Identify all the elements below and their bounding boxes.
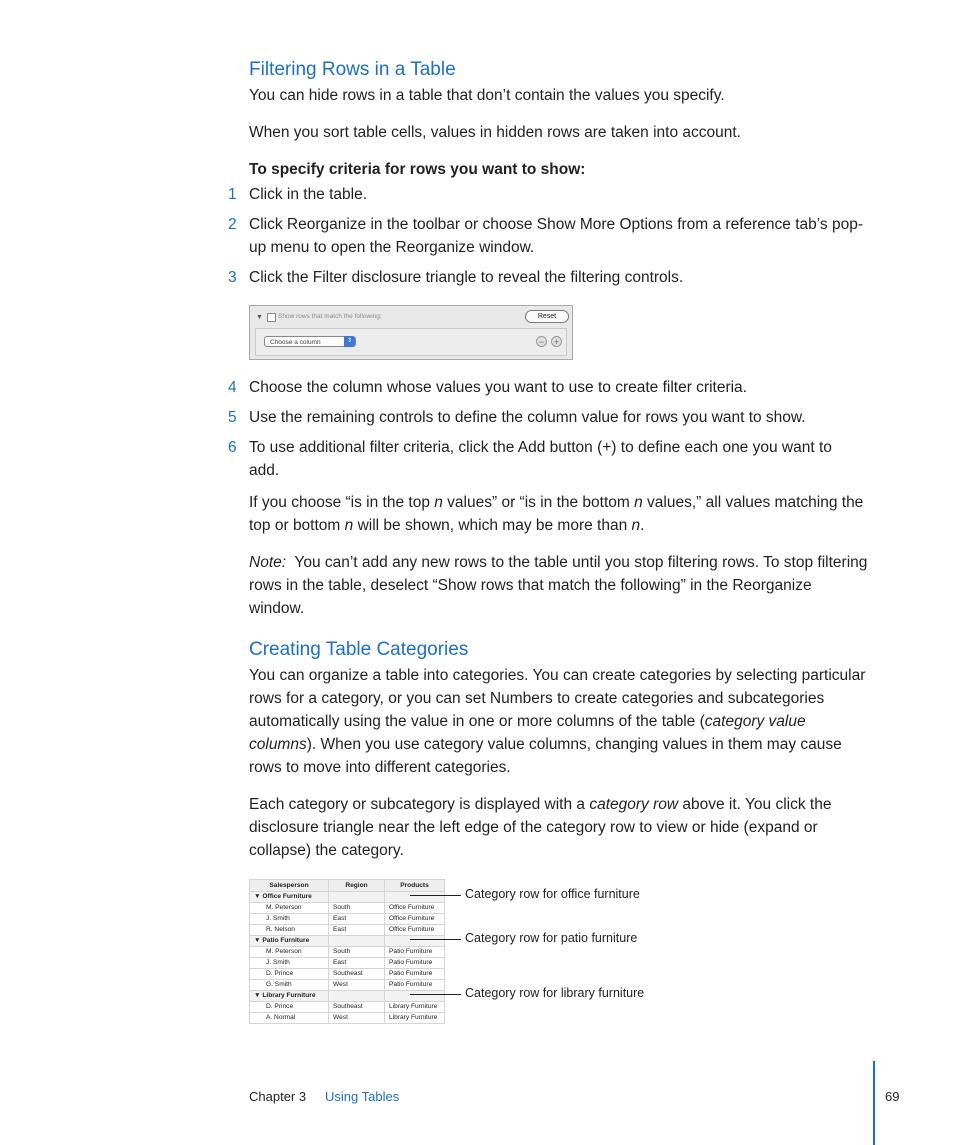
callout-leader xyxy=(410,895,461,896)
italic-n: n xyxy=(634,494,643,511)
remove-rule-button[interactable]: − xyxy=(536,336,547,347)
table-cell: J. Smith xyxy=(250,914,329,925)
table-cell: Patio Furniture xyxy=(385,947,445,958)
category-table-screenshot xyxy=(249,879,445,1024)
table-row xyxy=(250,969,445,980)
table-cell xyxy=(385,936,445,947)
text-run: Each category or subcategory is displayed with a xyxy=(249,796,590,813)
procedure-heading: To specify criteria for rows you want to show: xyxy=(249,161,586,178)
table-cell: South xyxy=(329,903,385,914)
italic-n: n xyxy=(344,517,354,534)
table-row xyxy=(250,914,445,925)
callout-office: Category row for office furniture xyxy=(465,887,640,901)
table-cell: Office Furniture xyxy=(385,914,445,925)
section-title-filtering: Filtering Rows in a Table xyxy=(249,59,456,80)
disclosure-triangle-icon[interactable]: ▼ xyxy=(254,893,261,901)
callout-leader xyxy=(410,939,461,940)
footer-chapter: Chapter 3 xyxy=(249,1089,307,1104)
callout-leader xyxy=(410,994,461,995)
step-text: Click the Filter disclosure triangle to reveal the filtering controls. xyxy=(249,269,684,286)
step-text: Choose the column whose values you want to use to create filter criteria. xyxy=(249,379,747,396)
callout-library: Category row for library furniture xyxy=(465,986,645,1000)
category-row[interactable] xyxy=(250,892,445,903)
category-name: Patio Furniture xyxy=(262,937,310,945)
table-cell: Southeast xyxy=(329,1002,385,1013)
note-label: Note: xyxy=(249,554,287,571)
italic-term: category row xyxy=(589,796,679,813)
paragraph: When you sort table cells, values in hidden rows are taken into account. xyxy=(249,124,741,141)
table-cell xyxy=(329,991,385,1002)
column-select-value: Choose a column xyxy=(270,339,321,346)
step-1 xyxy=(228,183,878,206)
category-name-cell xyxy=(250,892,329,903)
category-row[interactable] xyxy=(250,936,445,947)
disclosure-triangle-icon[interactable]: ▼ xyxy=(256,314,263,321)
step-number: 3 xyxy=(228,269,237,286)
table-cell xyxy=(329,936,385,947)
callout-patio: Category row for patio furniture xyxy=(465,931,638,945)
add-rule-button[interactable]: + xyxy=(551,336,562,347)
table-cell xyxy=(329,892,385,903)
italic-n: n xyxy=(631,517,641,534)
step-text: To use additional filter criteria, click the Add button (+) to define each one you want to add. xyxy=(249,439,832,479)
table-cell: D. Prince xyxy=(250,969,329,980)
paragraph-top-n xyxy=(249,491,869,537)
table-cell: Southeast xyxy=(329,969,385,980)
footer-chapter-title[interactable]: Using Tables xyxy=(325,1089,400,1104)
step-4 xyxy=(228,376,878,399)
table-cell: East xyxy=(329,925,385,936)
column-header: Region xyxy=(329,880,385,892)
table-cell xyxy=(385,892,445,903)
table-cell: A. Normal xyxy=(250,1013,329,1024)
text-run: If you choose “is in the top xyxy=(249,494,435,511)
table-cell: Library Furniture xyxy=(385,1002,445,1013)
paragraph xyxy=(249,793,869,862)
note-paragraph xyxy=(249,551,869,620)
text-run: . xyxy=(640,517,645,534)
category-row[interactable] xyxy=(250,991,445,1002)
table-cell: Patio Furniture xyxy=(385,958,445,969)
table-row xyxy=(250,903,445,914)
category-name-cell xyxy=(250,991,329,1002)
table-cell: East xyxy=(329,914,385,925)
table-header-row xyxy=(250,880,445,892)
section-title-categories: Creating Table Categories xyxy=(249,639,469,660)
table-cell: Office Furniture xyxy=(385,925,445,936)
category-name: Office Furniture xyxy=(262,893,312,901)
text-run: ). When you use category value columns, changing values in them may cause rows to move into different categories. xyxy=(249,736,842,776)
table-cell: Library Furniture xyxy=(385,1013,445,1024)
table-row xyxy=(250,1013,445,1024)
table-cell: Patio Furniture xyxy=(385,980,445,991)
text-run: values,” all values matching the top or bottom xyxy=(249,494,864,534)
category-name: Library Furniture xyxy=(262,992,316,1000)
step-number: 4 xyxy=(228,379,237,396)
footer-divider xyxy=(873,1061,875,1145)
step-number: 6 xyxy=(228,439,237,456)
text-run: above it. You click the disclosure triangle near the left edge of the category row to view or hide (expand or collapse) the category. xyxy=(249,796,832,859)
column-header: Products xyxy=(385,880,445,892)
step-3 xyxy=(228,266,878,289)
disclosure-triangle-icon[interactable]: ▼ xyxy=(254,937,261,945)
category-name-cell xyxy=(250,936,329,947)
table-row xyxy=(250,980,445,991)
table-row xyxy=(250,1002,445,1013)
table-cell: West xyxy=(329,1013,385,1024)
step-text: Click in the table. xyxy=(249,186,368,203)
table-row xyxy=(250,947,445,958)
table-cell: Patio Furniture xyxy=(385,969,445,980)
step-text: Click Reorganize in the toolbar or choose Show More Options from a reference tab’s pop-up menu to open the Reorganize window. xyxy=(249,216,863,256)
page-number: 69 xyxy=(885,1089,900,1104)
select-arrows-icon: ⇕ xyxy=(344,336,355,347)
step-text: Use the remaining controls to define the column value for rows you want to show. xyxy=(249,409,806,426)
filter-controls-screenshot xyxy=(249,305,573,360)
filter-rule-row xyxy=(255,328,567,356)
paragraph xyxy=(249,664,869,779)
step-5 xyxy=(228,406,878,429)
show-rows-label: Show rows that match the following: xyxy=(278,313,382,320)
step-2 xyxy=(228,213,878,259)
column-header: Salesperson xyxy=(250,880,329,892)
text-run: will be shown, which may be more than xyxy=(353,517,632,534)
disclosure-triangle-icon[interactable]: ▼ xyxy=(254,992,261,1000)
text-run: values” or “is in the bottom xyxy=(442,494,635,511)
step-number: 1 xyxy=(228,186,237,203)
reset-button[interactable]: Reset xyxy=(525,310,569,323)
step-6 xyxy=(228,436,878,482)
table-cell xyxy=(385,991,445,1002)
table-row xyxy=(250,925,445,936)
note-text: You can’t add any new rows to the table until you stop filtering rows. To stop filtering rows in the table, deselect “Show rows that match the following” in the Reorganize window. xyxy=(249,554,868,617)
step-number: 5 xyxy=(228,409,237,426)
table-cell: M. Peterson xyxy=(250,903,329,914)
table-cell: West xyxy=(329,980,385,991)
step-number: 2 xyxy=(228,216,237,233)
show-rows-checkbox[interactable] xyxy=(267,313,276,322)
text-run: You can organize a table into categories. You can create categories by selecting particular rows for a category, or you can set Numbers to create categories and subcategories automatically using the value in one or more columns of the table ( xyxy=(249,667,866,730)
table-cell: South xyxy=(329,947,385,958)
table-row xyxy=(250,958,445,969)
paragraph: You can hide rows in a table that don’t contain the values you specify. xyxy=(249,87,725,104)
table-cell: J. Smith xyxy=(250,958,329,969)
table-cell: M. Peterson xyxy=(250,947,329,958)
table-cell: D. Prince xyxy=(250,1002,329,1013)
italic-term: category value columns xyxy=(249,713,806,753)
column-select[interactable] xyxy=(264,336,356,347)
table-cell: G. Smith xyxy=(250,980,329,991)
table-cell: R. Nelson xyxy=(250,925,329,936)
italic-n: n xyxy=(434,494,443,511)
table-cell: Office Furniture xyxy=(385,903,445,914)
table-cell: East xyxy=(329,958,385,969)
